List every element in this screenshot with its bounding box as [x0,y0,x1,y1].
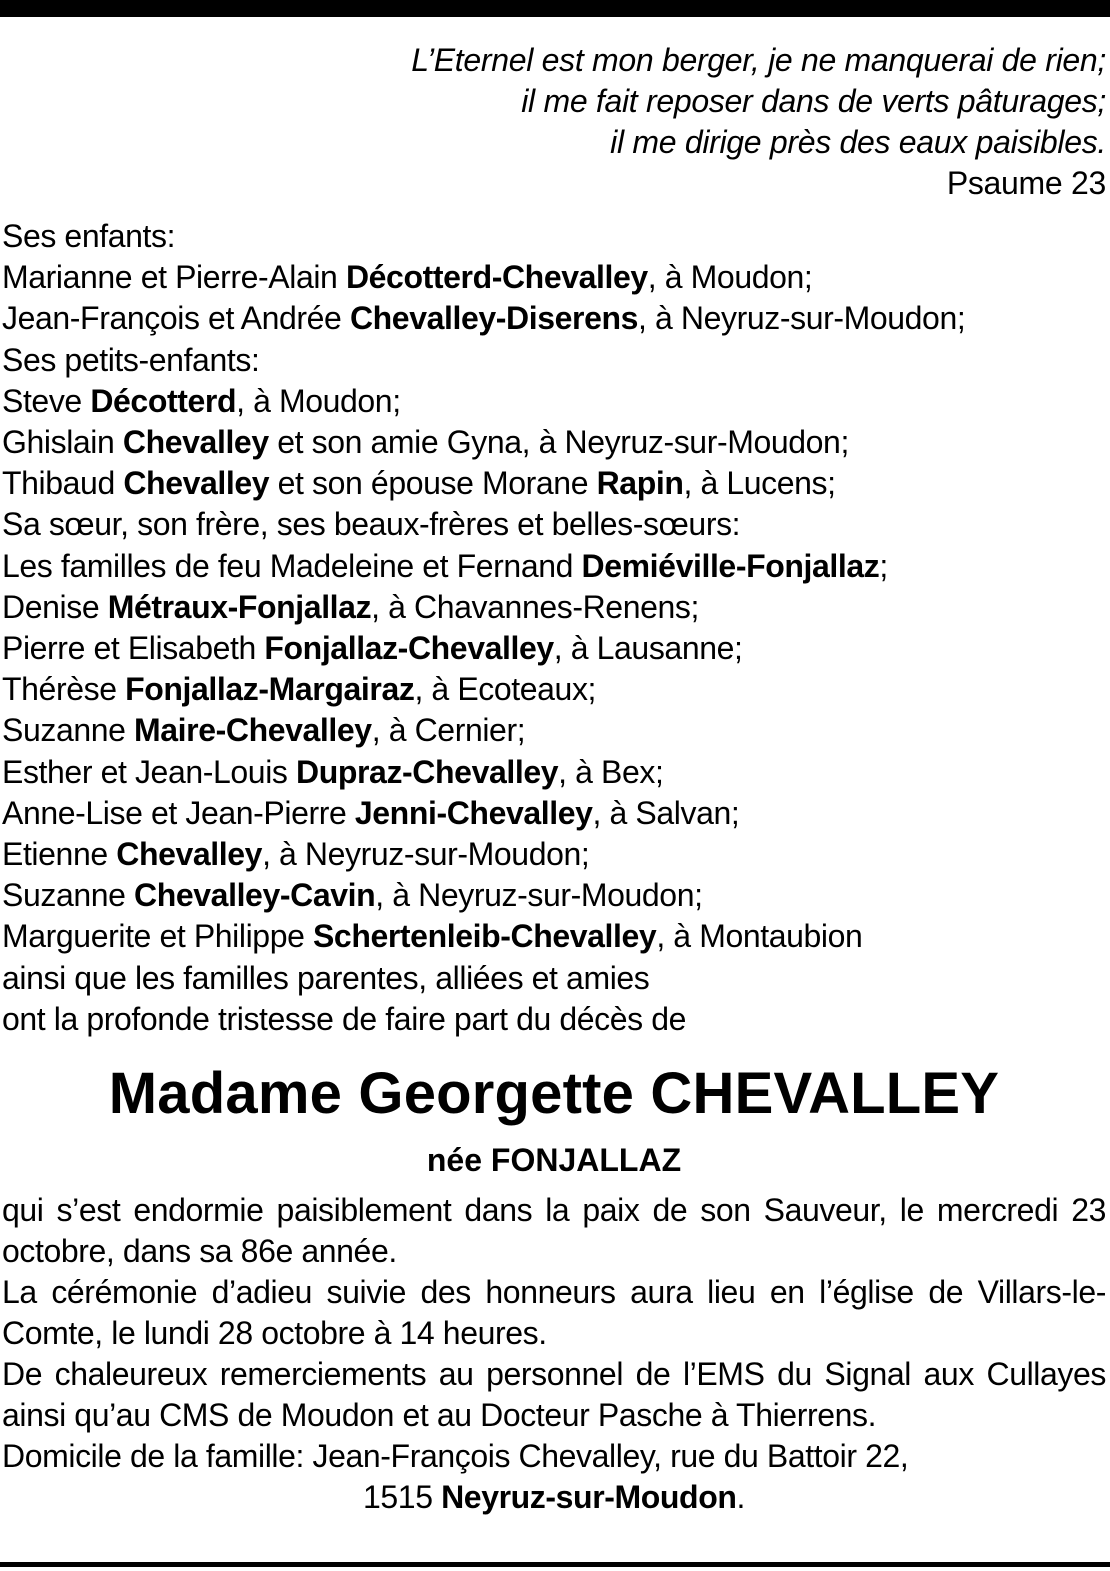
family-line: Thibaud Chevalley et son épouse Morane Rapin, à Lucens; [2,465,836,502]
family-line: Les familles de feu Madeleine et Fernand Demiéville-Fonjallaz; [2,547,888,584]
family-line: Jean-François et Andrée Chevalley-Diserens, à Neyruz-sur-Moudon; [2,300,966,337]
address-town: Neyruz-sur-Moudon [441,1479,737,1516]
family-line: Esther et Jean-Louis Dupraz-Chevalley, à Bex; [2,753,664,790]
family-line: Ghislain Chevalley et son amie Gyna, à Neyruz-sur-Moudon; [2,424,849,461]
bottom-rule [0,1562,1110,1567]
family-line: Suzanne Chevalley-Cavin, à Neyruz-sur-Moudon; [2,877,703,914]
family-line: Suzanne Maire-Chevalley, à Cernier; [2,712,526,749]
address-line: Domicile de la famille: Jean-François Chevalley, rue du Battoir 22, [2,1438,909,1475]
psalm-line: il me fait reposer dans de verts pâturages; [521,83,1106,119]
psalm-reference: Psaume 23 [946,165,1106,201]
psalm-quote [2,40,1106,163]
top-rule [0,0,1110,17]
family-heading-children: Ses enfants: [2,218,176,254]
address-town-line: 1515 Neyruz-sur-Moudon. [363,1479,745,1516]
family-line: Denise Métraux-Fonjallaz, à Chavannes-Renens; [2,588,699,625]
family-closing-line: ont la profonde tristesse de faire part du décès de [2,1000,687,1037]
family-heading-siblings: Sa sœur, son frère, ses beaux-frères et belles-sœurs: [2,506,741,543]
deceased-maiden-name: née FONJALLAZ [426,1142,682,1179]
family-line: Thérèse Fonjallaz-Margairaz, à Ecoteaux; [2,671,597,708]
psalm-line: L’Eternel est mon berger, je ne manquerai de rien; [411,42,1106,78]
family-line: Marguerite et Philippe Schertenleib-Chevalley, à Montaubion [2,918,863,955]
ceremony-paragraph: La cérémonie d’adieu suivie des honneurs aura lieu en l’église de Villars-le-Comte, le lundi 28 octobre à 14 heures. [2,1274,1106,1352]
family-line: Anne-Lise et Jean-Pierre Jenni-Chevalley, à Salvan; [2,794,740,831]
family-closing-line: ainsi que les familles parentes, alliées et amies [2,959,650,996]
deceased-name: Madame Georgette CHEVALLEY [108,1061,1000,1127]
family-line: Etienne Chevalley, à Neyruz-sur-Moudon; [2,836,590,873]
thanks-paragraph: De chaleureux remerciements au personnel de l’EMS du Signal aux Cullayes ainsi qu’au CMS de Moudon et au Docteur Pasche à Thierrens. [2,1356,1106,1434]
family-line: Marianne et Pierre-Alain Décotterd-Chevalley, à Moudon; [2,259,813,296]
psalm-line: il me dirige près des eaux paisibles. [610,124,1106,160]
family-line: Pierre et Elisabeth Fonjallaz-Chevalley, à Lausanne; [2,630,743,667]
passing-paragraph: qui s’est endormie paisiblement dans la paix de son Sauveur, le mercredi 23 octobre, dans sa 86e année. [2,1192,1106,1270]
family-line: Steve Décotterd, à Moudon; [2,382,401,419]
family-list [2,216,1106,1040]
obituary-notice [2,40,1106,1518]
family-heading-grandchildren: Ses petits-enfants: [2,341,260,378]
